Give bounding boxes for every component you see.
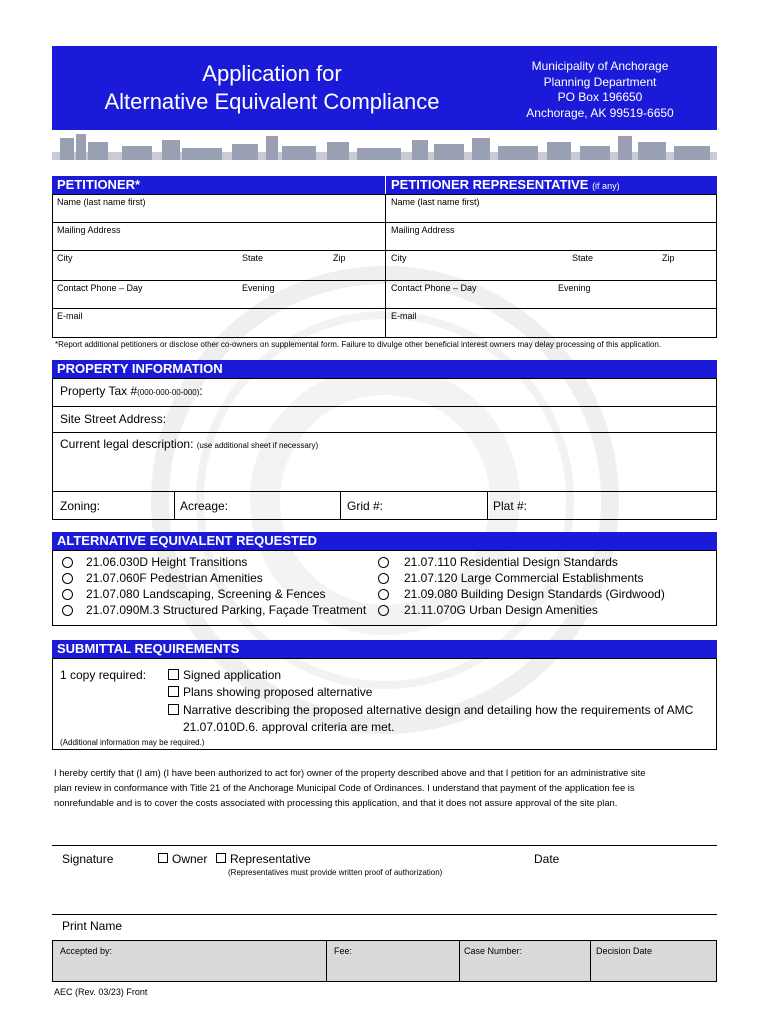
representative-email-field[interactable]: E-mail xyxy=(391,311,417,321)
property-heading-text: PROPERTY INFORMATION xyxy=(57,361,223,376)
alt-left-label-1: 21.06.030D Height Transitions xyxy=(86,555,248,569)
date-label: Date xyxy=(534,852,560,866)
certification-line-2: plan review in conformance with Title 21 of the Anchorage Municipal Code of Ordinances. I understand that payment of the application fee is xyxy=(54,782,635,793)
submittal-heading xyxy=(52,640,717,658)
representative-label: Representative xyxy=(230,852,311,866)
title-line-2: Alternative Equivalent Compliance xyxy=(104,89,440,114)
petitioner-zip-field[interactable]: Zip xyxy=(333,253,346,263)
alt-left-label-3: 21.07.080 Landscaping, Screening & Fences xyxy=(86,587,326,601)
grid-field[interactable]: Grid #: xyxy=(347,499,384,513)
owner-label: Owner xyxy=(172,852,208,866)
skyline-graphic xyxy=(52,130,717,160)
alt-left-radio-4[interactable] xyxy=(62,605,73,616)
narrative-label-line-1: Narrative describing the proposed alternative design and detailing how the requirements of AMC xyxy=(183,703,694,717)
acreage-field[interactable]: Acreage: xyxy=(180,499,229,513)
alt-right-label-2: 21.07.120 Large Commercial Establishments xyxy=(404,571,644,585)
petitioner-name-field[interactable]: Name (last name first) xyxy=(57,197,146,207)
alt-right-radio-3[interactable] xyxy=(378,589,389,600)
site-street-address-field[interactable]: Site Street Address: xyxy=(60,412,167,426)
title-line-1: Application for xyxy=(202,61,342,86)
alternative-heading-text: ALTERNATIVE EQUIVALENT REQUESTED xyxy=(57,533,318,548)
narrative-label-line-2: 21.07.010D.6. approval criteria are met. xyxy=(183,720,395,734)
plans-label: Plans showing proposed alternative xyxy=(183,685,373,699)
plat-field[interactable]: Plat #: xyxy=(493,499,528,513)
certification-line-1: I hereby certify that (I am) (I have been authorized to act for) owner of the property described above and that I petition for an administrative site xyxy=(54,767,646,778)
alt-left-radio-2[interactable] xyxy=(62,573,73,584)
petitioner-email-field[interactable]: E-mail xyxy=(57,311,83,321)
petitioner-city-field[interactable]: City xyxy=(57,253,73,263)
org-address xyxy=(500,59,700,121)
org-line-3: PO Box 196650 xyxy=(557,90,643,104)
alt-right-label-3: 21.09.080 Building Design Standards (Girdwood) xyxy=(404,587,665,601)
org-line-1: Municipality of Anchorage xyxy=(531,59,669,73)
alt-left-radio-3[interactable] xyxy=(62,589,73,600)
alt-left-label-2: 21.07.060F Pedestrian Amenities xyxy=(86,571,263,585)
representative-city-field[interactable]: City xyxy=(391,253,407,263)
representative-name-field[interactable]: Name (last name first) xyxy=(391,197,480,207)
zoning-field[interactable]: Zoning: xyxy=(60,499,101,513)
property-tax-format: (000-000-00-000) xyxy=(137,388,200,397)
certification-line-3: nonrefundable and is to cover the costs associated with processing this application, and that it does not assure approval of the site plan. xyxy=(54,797,618,808)
representative-checkbox[interactable] xyxy=(216,853,226,863)
submittal-note: (Additional information may be required.) xyxy=(60,738,205,747)
legal-description-note: (use additional sheet if necessary) xyxy=(196,441,319,450)
legal-description-field[interactable] xyxy=(60,437,318,451)
petitioner-heading-text: PETITIONER* xyxy=(57,177,141,192)
case-number-field[interactable]: Case Number: xyxy=(464,946,523,956)
org-line-4: Anchorage, AK 99519-6650 xyxy=(526,105,674,120)
alt-right-label-1: 21.07.110 Residential Design Standards xyxy=(404,555,618,569)
legal-description-label: Current legal description: xyxy=(60,437,194,451)
alt-right-radio-4[interactable] xyxy=(378,605,389,616)
petitioner-mailing-field[interactable]: Mailing Address xyxy=(57,225,121,235)
property-tax-colon: : xyxy=(199,384,203,398)
representative-mailing-field[interactable]: Mailing Address xyxy=(391,225,455,235)
page-title xyxy=(52,60,492,116)
certification-statement xyxy=(54,765,645,810)
representative-heading-text: PETITIONER REPRESENTATIVE xyxy=(391,177,589,192)
accepted-by-field[interactable]: Accepted by: xyxy=(60,946,113,956)
signed-application-checkbox[interactable] xyxy=(168,669,179,680)
representative-state-field[interactable]: State xyxy=(572,253,594,263)
alt-right-radio-1[interactable] xyxy=(378,557,389,568)
print-name-line xyxy=(52,914,717,915)
signed-application-label: Signed application xyxy=(183,668,282,682)
property-tax-label: Property Tax # xyxy=(60,384,138,398)
decision-date-field[interactable]: Decision Date xyxy=(596,946,653,956)
representative-evening-field[interactable]: Evening xyxy=(558,283,591,293)
property-tax-field[interactable] xyxy=(60,384,203,398)
petitioner-phone-day-field[interactable]: Contact Phone – Day xyxy=(57,283,143,293)
petitioner-footnote: *Report additional petitioners or disclose other co-owners on supplemental form. Failure to divulge other beneficial interest owners may delay processing of this application. xyxy=(55,340,662,349)
narrative-checkbox[interactable] xyxy=(168,704,179,715)
copy-required-label: 1 copy required: xyxy=(60,668,147,682)
alt-left-label-4: 21.07.090M.3 Structured Parking, Façade Treatment xyxy=(86,603,367,617)
petitioner-evening-field[interactable]: Evening xyxy=(242,283,275,293)
petitioner-heading xyxy=(52,176,385,194)
representative-heading xyxy=(386,176,717,194)
print-name-label: Print Name xyxy=(62,919,123,933)
org-line-2: Planning Department xyxy=(543,74,657,89)
alt-right-label-4: 21.11.070G Urban Design Amenities xyxy=(404,603,598,617)
representative-phone-day-field[interactable]: Contact Phone – Day xyxy=(391,283,477,293)
representative-zip-field[interactable]: Zip xyxy=(662,253,675,263)
submittal-heading-text: SUBMITTAL REQUIREMENTS xyxy=(57,641,240,656)
alternative-heading xyxy=(52,532,717,550)
form-id: AEC (Rev. 03/23) Front xyxy=(54,987,148,997)
representative-note: (Representatives must provide written proof of authorization) xyxy=(228,868,443,877)
signature-line xyxy=(52,845,717,846)
property-heading xyxy=(52,360,717,378)
fee-field[interactable]: Fee: xyxy=(334,946,353,956)
owner-checkbox[interactable] xyxy=(158,853,168,863)
alt-left-radio-1[interactable] xyxy=(62,557,73,568)
signature-label: Signature xyxy=(62,852,114,866)
alt-right-radio-2[interactable] xyxy=(378,573,389,584)
representative-heading-note: (if any) xyxy=(592,181,620,191)
petitioner-state-field[interactable]: State xyxy=(242,253,264,263)
plans-checkbox[interactable] xyxy=(168,686,179,697)
